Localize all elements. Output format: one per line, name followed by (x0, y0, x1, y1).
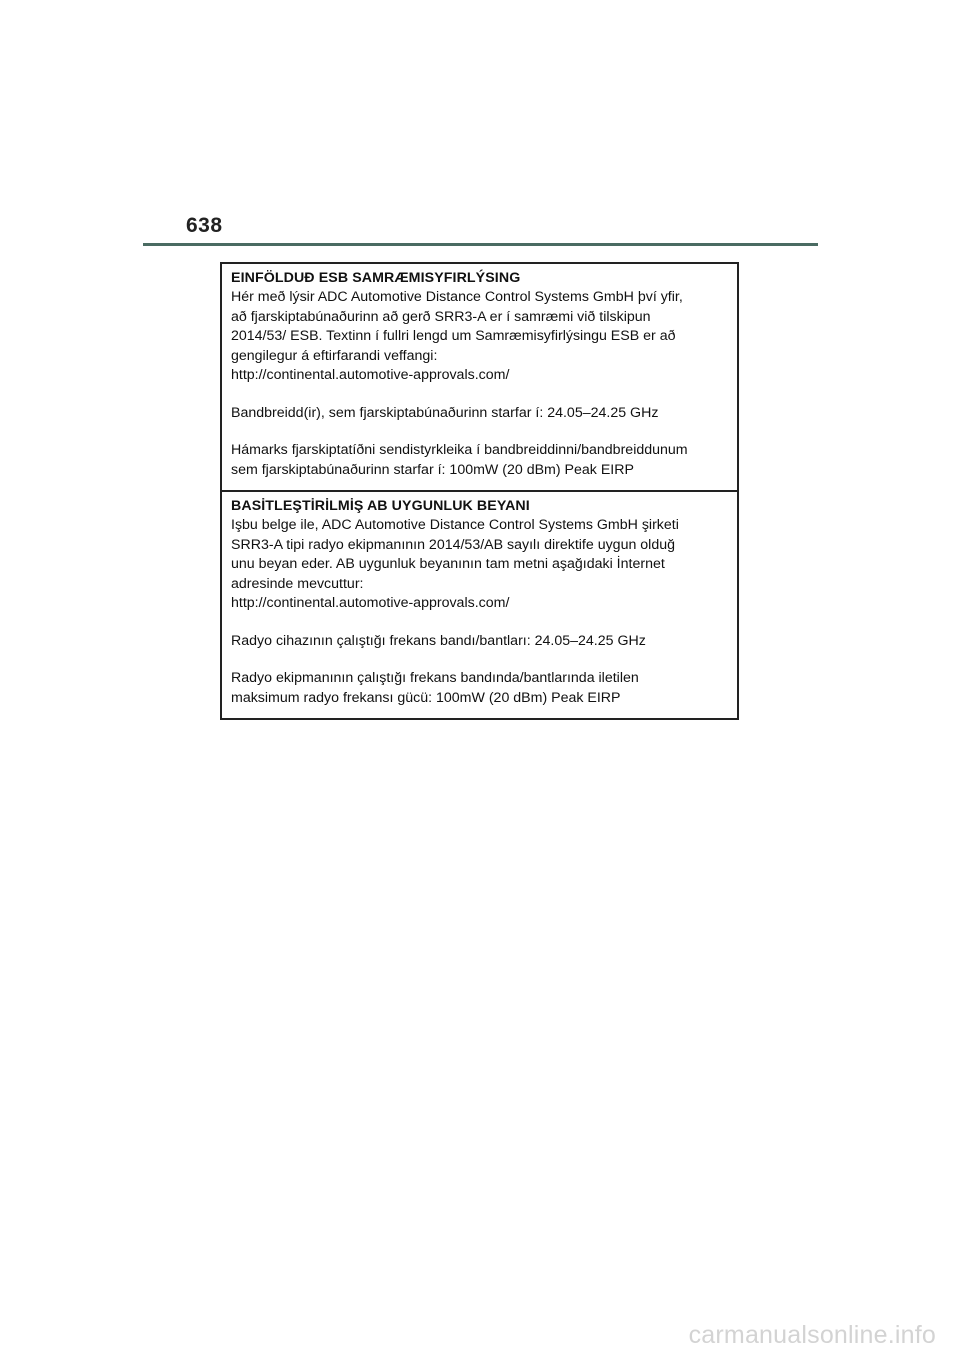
declaration-box (220, 262, 739, 720)
turkish-url: http://continental.automotive-approvals.com/ (231, 595, 510, 611)
icelandic-declaration-section (222, 264, 737, 490)
turkish-power-line: maksimum radyo frekansı gücü: 100mW (20 dBm) Peak EIRP (231, 689, 621, 706)
turkish-text-line: unu beyan eder. AB uygunluk beyanının tam metni aşağıdaki İnternet (231, 556, 665, 572)
paragraph-spacer (231, 614, 728, 632)
turkish-declaration-section (222, 490, 737, 718)
paragraph-spacer (231, 423, 728, 441)
page-number: 638 (186, 214, 223, 237)
icelandic-power-line: Hámarks fjarskiptatíðni sendistyrkleika í bandbreiddinni/bandbreiddunum (231, 442, 688, 458)
icelandic-text-line: 2014/53/ ESB. Textinn í fullri lengd um Samræmisyfirlýsingu ESB er að (231, 328, 676, 344)
turkish-declaration-title: BASİTLEŞTİRİLMİŞ AB UYGUNLUK BEYANI (231, 498, 530, 514)
paragraph-spacer (231, 386, 728, 404)
paragraph-spacer (231, 651, 728, 669)
header-divider (143, 243, 818, 246)
turkish-text-line: adresinde mevcuttur: (231, 575, 364, 592)
turkish-text-line: SRR3-A tipi radyo ekipmanının 2014/53/AB sayılı direktife uygun olduğ (231, 536, 676, 553)
icelandic-text-line: gengilegur á eftirfarandi veffangi: (231, 347, 438, 364)
turkish-text-line: Işbu belge ile, ADC Automotive Distance Control Systems GmbH şirketi (231, 517, 679, 533)
icelandic-frequency-band: Bandbreidd(ir), sem fjarskiptabúnaðurinn starfar í: 24.05–24.25 GHz (231, 404, 659, 421)
icelandic-text-line: að fjarskiptabúnaðurinn að gerð SRR3-A er í samræmi við tilskipun (231, 308, 651, 325)
watermark: carmanualsonline.info (688, 1321, 936, 1349)
icelandic-declaration-title: EINFÖLDUÐ ESB SAMRÆMISYFIRLÝSING (231, 270, 521, 286)
icelandic-power-line: sem fjarskiptabúnaðurinn starfar í: 100mW (20 dBm) Peak EIRP (231, 461, 634, 478)
turkish-frequency-band: Radyo cihazının çalıştığı frekans bandı/bantları: 24.05–24.25 GHz (231, 632, 646, 649)
turkish-power-line: Radyo ekipmanının çalıştığı frekans bandında/bantlarında iletilen (231, 670, 639, 686)
icelandic-text-line: Hér með lýsir ADC Automotive Distance Control Systems GmbH því yfir, (231, 289, 683, 305)
icelandic-url: http://continental.automotive-approvals.com/ (231, 367, 510, 383)
